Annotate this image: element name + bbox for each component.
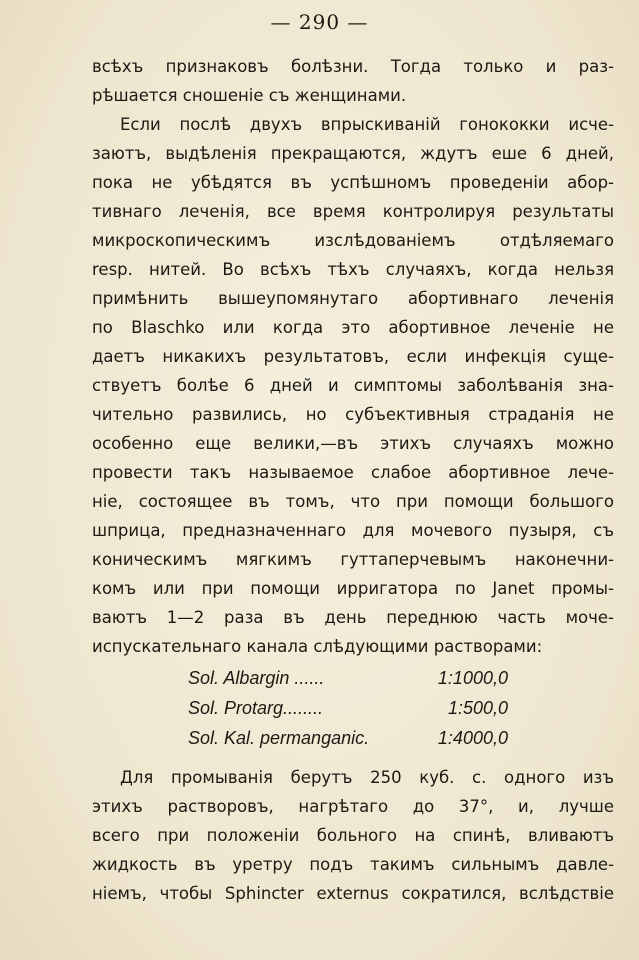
- text-line: даетъ никакихъ результатовъ, если инфекція суще-: [92, 347, 614, 366]
- formula-row-protarg: [188, 693, 614, 723]
- text-line: испускательнаго канала слѣдующими растворами:: [92, 637, 543, 656]
- paragraph-3: [92, 763, 614, 908]
- text-line: этихъ растворовъ, нагрѣтаго до 37°, и, лучше: [92, 797, 614, 816]
- text-line: ваютъ 1—2 раза въ день переднюю часть моче-: [92, 608, 614, 627]
- text-line: ствуетъ болѣе 6 дней и симптомы заболѣванія зна-: [92, 376, 614, 395]
- paragraph-2: [92, 110, 614, 661]
- text-line: чительно развились, но субъективныя страданія не: [92, 405, 614, 424]
- text-line: жидкость въ уретру подъ такимъ сильнымъ давле-: [92, 855, 614, 874]
- text-line: рѣшается сношеніе съ женщинами.: [92, 86, 407, 105]
- text-line: по Blaschko или когда это абортивное леченіе не: [92, 318, 614, 337]
- text-line: всѣхъ признаковъ болѣзни. Тогда только и раз-: [92, 57, 614, 76]
- formula-ratio: 1:1000,0: [437, 668, 508, 688]
- formula-name: Sol. Kal. permanganic.: [188, 728, 370, 748]
- text-line: шприца, предназначеннаго для мочевого пузыря, съ: [92, 521, 614, 540]
- formula-row-albargin: [188, 663, 614, 693]
- paragraph-1: [92, 52, 614, 110]
- formula-row-permanganic: [188, 723, 614, 753]
- page-number: — 290 —: [270, 10, 369, 34]
- text-line: особенно еще велики,—въ этихъ случаяхъ можно: [92, 434, 614, 453]
- text-line: коническимъ мягкимъ гуттаперчевымъ наконечни-: [92, 550, 614, 569]
- text-line: Если послѣ двухъ впрыскиваній гонококки исче-: [120, 115, 614, 134]
- text-line: провести такъ называемое слабое абортивное лече-: [92, 463, 614, 482]
- formula-name: Sol. Protarg........: [188, 698, 324, 718]
- text-line: заютъ, выдѣленія прекращаются, ждутъ еше 6 дней,: [92, 144, 614, 163]
- text-line: пока не убѣдятся въ успѣшномъ проведеніи абор-: [92, 173, 614, 192]
- text-line: Для промыванія берутъ 250 куб. с. одного изъ: [120, 768, 614, 787]
- formula-name: Sol. Albargin ......: [188, 668, 325, 688]
- text-line: resp. нитей. Во всѣхъ тѣхъ случаяхъ, когда нельзя: [92, 260, 614, 279]
- text-line: комъ или при помощи ирригатора по Janet промы-: [92, 579, 614, 598]
- body-text: [92, 52, 614, 908]
- text-line: всего при положеніи больного на спинѣ, вливаютъ: [92, 826, 614, 845]
- text-line: тивнаго леченія, все время контролируя результаты: [92, 202, 614, 221]
- text-line: примѣнить вышеупомянутаго абортивнаго леченія: [92, 289, 614, 308]
- text-line: ніе, состоящее въ томъ, что при помощи большого: [92, 492, 614, 511]
- text-line: микроскопическимъ изслѣдованіемъ отдѣляемаго: [92, 231, 614, 250]
- text-line: ніемъ, чтобы Sphincter externus сократился, вслѣдствіе: [92, 884, 614, 903]
- formula-ratio: 1:4000,0: [437, 728, 508, 748]
- formula-list: [92, 663, 614, 753]
- formula-ratio: 1:500,0: [447, 698, 508, 718]
